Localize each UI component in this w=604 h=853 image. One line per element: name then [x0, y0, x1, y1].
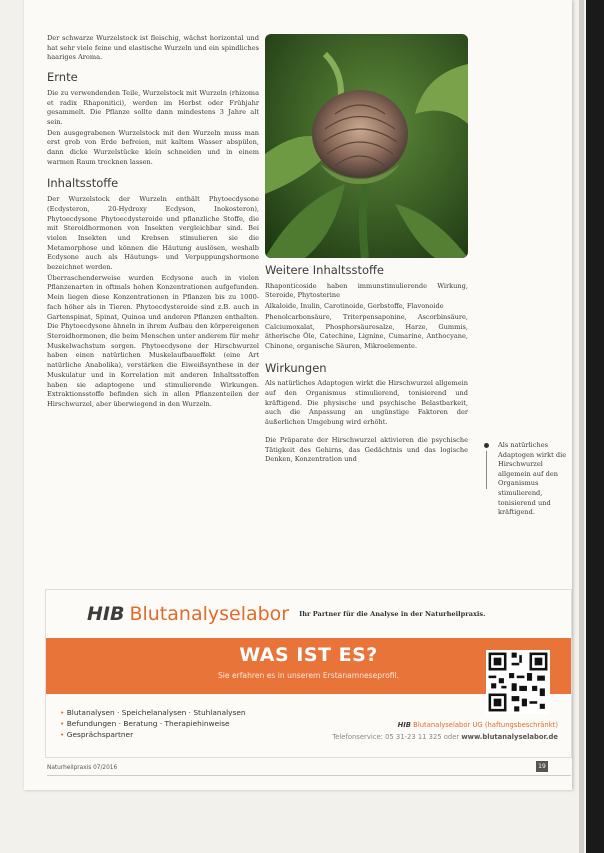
ad-services-list [60, 707, 246, 740]
inhalt-paragraph-2: Überraschenderweise wurden Ecdysone auch in vielen Pflanzenarten in oftmals hohen Konzentrationen aufgefunden. Mein liegen diese Konzentrationen in Pflanzen bis zu 1000-fach höher als in Tieren. Phytoecdysteroide sind z.B. auch in Gartenspinat, Spinat, Quinoa und anderen Pflanzen enthalten. Die Phytoecdysone ähneln in ihrem Aufbau den körpereigenen Steroidhormonen, die beim Menschen unter anderem für mehr Muskelwachstum sorgen. Phytoecdysone der Hirschwurzel haben einen natürlichen Muskelaufbaueffekt (eine Art natürliche Anabolika), verstärken die Eiweißsynthese in der Muskulatur und in Korrelation mit anderen Inhaltsstoffen haben sie adaptogene und stimulierende Wirkungen. Extraktionsstoffe befinden sich in allen Pflanzenteilen der Hirschwurzel, aber überwiegend in den Wurzeln. [47, 273, 259, 408]
ad-company-bold: HIB [397, 721, 411, 729]
intro-paragraph: Der schwarze Wurzelstock ist fleischig, wächst horizontal und hat sehr viele feine und elastische Wurzeln und ein spindliches haariges Aroma. [47, 34, 259, 62]
advertisement[interactable] [45, 589, 572, 758]
list-item: • Blutanalysen · Speichelanalysen · Stuhlanalysen [60, 708, 246, 717]
heading-inhaltsstoffe: Inhaltsstoffe [47, 176, 119, 191]
ad-headline: WAS IST ES? [239, 644, 378, 666]
sidebar-quote: Als natürliches Adaptogen wirkt die Hirschwurzel allgemein auf den Organismus stimulierend, tonisierend und kräftigend. [498, 441, 567, 517]
heading-weitere-inhaltsstoffe: Weitere Inhaltsstoffe [265, 263, 385, 277]
weitere-paragraph-2: Alkaloide, Inulin, Carotinoide, Gerbstoffe, Flavonoide [265, 302, 444, 311]
heading-wirkungen: Wirkungen [265, 360, 327, 375]
page-number: 19 [536, 761, 548, 772]
ad-website-link[interactable]: www.blutanalyselabor.de [461, 733, 558, 741]
list-item: • Befundungen · Beratung · Therapiehinweise [60, 719, 230, 728]
quote-bullet-icon [484, 443, 489, 448]
ad-subline: Sie erfahren es in unserem Erstanamneseprofil. [217, 671, 400, 680]
weitere-paragraph-1: Rhaponticoside haben immunstimulierende Wirkung, Steroide, Phytosterine [265, 281, 468, 300]
ad-header [46, 590, 571, 638]
footer-divider [47, 775, 571, 776]
left-column [47, 34, 259, 411]
thistle-photo [265, 34, 468, 258]
scan-border [586, 0, 604, 853]
inhalt-paragraph-1: Der Wurzelstock der Wurzeln enthält Phytoecdysone (Ecdysteron, 20-Hydroxy Ecdyson, Inokosteron), Phytoecdysone Phytoecdysteroide und pflanzliche Stoffe, die mit Steroidhormonen von Insekten vergleichbar sind. Bei vielen Insekten und Krebsen stimulieren sie die Metamorphose und können die Häutung auslösen, weshalb Ecdysone auch als Häutungs- und Verpuppungshormone bezeichnet werden. [47, 195, 259, 272]
ad-company [346, 721, 558, 729]
wirkungen-paragraph-2: Die Präparate der Hirschwurzel aktivieren die psychische Tätigkeit des Gehirns, das Gedächtnis und das logische Denken, Konzentration und [265, 435, 468, 464]
quote-divider [486, 451, 487, 489]
ernte-paragraph-2: Den ausgegrabenen Wurzelstock mit den Wurzeln muss man erst grob von Erde befreien, mit kaltem Wasser abspülen, dann dicke Wurzelstücke klein schneiden und in einem warmen Raum trocknen lassen. [47, 128, 259, 166]
heading-ernte: Ernte [47, 70, 78, 85]
ad-company-name: Blutanalyselabor UG (haftungsbeschränkt) [413, 721, 558, 729]
ad-hib-logo: HIB [87, 603, 125, 625]
ad-contact [286, 733, 558, 741]
ad-tagline: Ihr Partner für die Analyse in der Naturheilpraxis. [299, 610, 486, 618]
list-item: • Gesprächspartner [60, 730, 134, 739]
page-shadow [579, 0, 584, 853]
ernte-paragraph-1: Die zu verwendenden Teile, Wurzelstock mit Wurzeln (rhizoma et radix Rhaponitici), werden im Herbst oder Frühjahr gesammelt. Die Pflanze sollte dann mindestens 3 Jahre alt sein. [47, 88, 259, 126]
wirkungen-paragraph-1: Als natürliches Adaptogen wirkt die Hirschwurzel allgemein auf den Organismus stimulierend, tonisierend und kräftigend. Die physische und psychische Belastbarkeit, auch die Anpassung an ungünstige Faktoren der äußerlichen Umgebung wird erhöht. [265, 379, 468, 427]
footer-issue: Naturheilpraxis 07/2016 [47, 765, 118, 771]
ad-brand-name: Blutanalyselabor [129, 603, 290, 625]
weitere-paragraph-3: Phenolcarbonsäure, Triterpensaponine, Ascorbinsäure, Calciumoxalat, Phosphorsäuresalze, Harze, Gummis, ätherische Öle, Catechine, Lignine, Cumarine, Anthocyane, Chinone, organische Säuren, Mikroelemente. [265, 312, 468, 350]
ad-phone: Telefonservice: 05 31-23 11 325 oder [332, 733, 460, 741]
right-column [265, 263, 468, 466]
qr-code-icon[interactable] [486, 650, 550, 714]
